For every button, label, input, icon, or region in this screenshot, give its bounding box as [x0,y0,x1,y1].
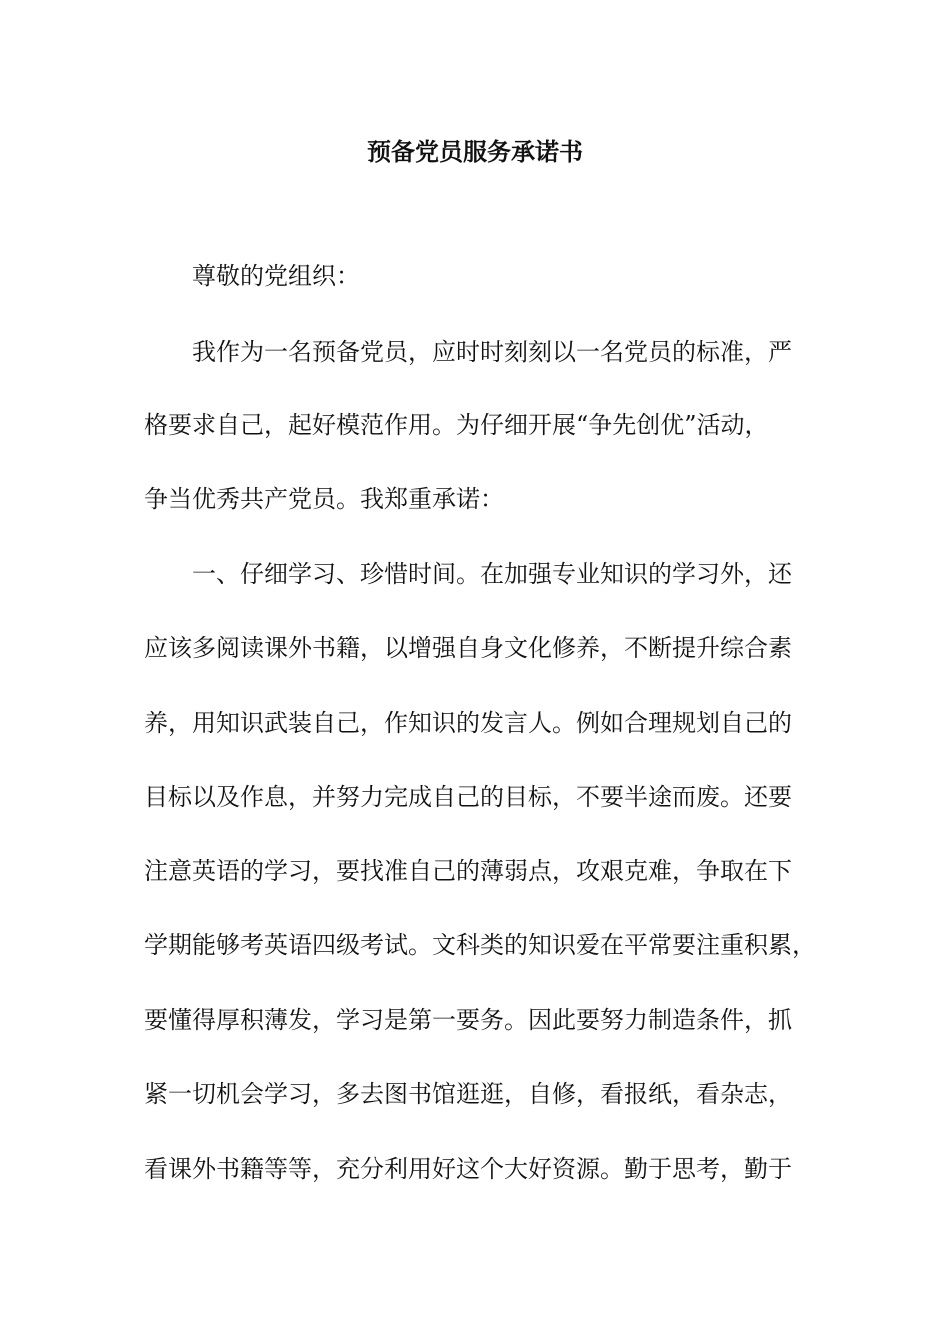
paragraph-line-6: 养，用知识武装自己，作知识的发言人。例如合理规划自己的 [144,709,792,737]
paragraph-line-9: 学期能够考英语四级考试。文科类的知识爱在平常要注重积累， [144,931,816,959]
paragraph-line-1: 我作为一名预备党员，应时时刻刻以一名党员的标准，严 [192,338,792,366]
paragraph-line-3: 争当优秀共产党员。我郑重承诺： [144,485,504,513]
paragraph-line-5: 应该多阅读课外书籍，以增强自身文化修养，不断提升综合素 [144,634,792,662]
paragraph-line-11: 紧一切机会学习，多去图书馆逛逛，自修，看报纸，看杂志， [144,1080,792,1108]
paragraph-line-10: 要懂得厚积薄发，学习是第一要务。因此要努力制造条件，抓 [144,1006,792,1034]
paragraph-line-4: 一、仔细学习、珍惜时间。在加强专业知识的学习外，还 [192,560,792,588]
paragraph-line-7: 目标以及作息，并努力完成自己的目标，不要半途而废。还要 [144,783,792,811]
paragraph-line-12: 看课外书籍等等，充分利用好这个大好资源。勤于思考，勤于 [144,1155,792,1183]
salutation: 尊敬的党组织： [192,262,360,290]
paragraph-line-2: 格要求自己，起好模范作用。为仔细开展“争先创优”活动， [144,411,769,439]
paragraph-line-8: 注意英语的学习，要找准自己的薄弱点，攻艰克难，争取在下 [144,857,792,885]
document-title: 预备党员服务承诺书 [367,138,583,166]
